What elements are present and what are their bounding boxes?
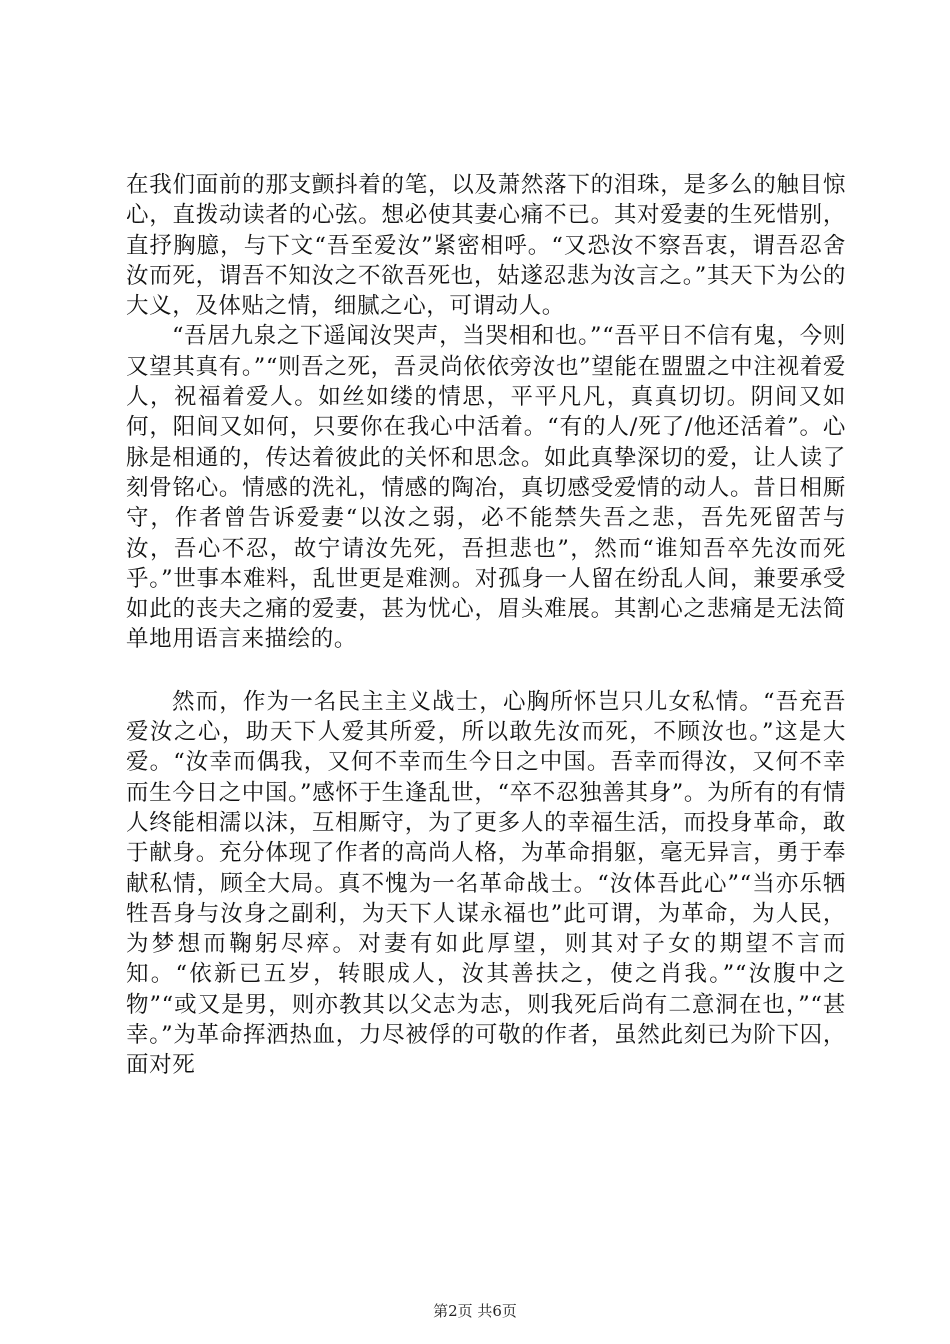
paragraph-jiuquan: “吾居九泉之下遥闻汝哭声，当哭相和也。”“吾平日不信有鬼，今则又望其真有。”“则吾之死，吾灵尚依依旁汝也”望能在盟盟之中注视着爱人，祝福着爱人。如丝如缕的情思，平平凡凡，真真切切。阴间又如何，阳间又如何，只要你在我心中活着。“有的人/死了/他还活着”。心脉是相通的，传达着彼此的关怀和思念。如此真挚深切的爱，让人读了刻骨铭心。情感的洗礼，情感的陶冶，真切感受爱情的动人。昔日相厮守，作者曾告诉爱妻“以汝之弱，必不能禁失吾之悲，吾先死留苦与汝，吾心不忍，故宁请汝先死，吾担悲也”，然而“谁知吾卒先汝而死乎。”世事本难料，乱世更是难测。对孤身一人留在纷乱人间，兼要承受如此的丧夫之痛的爱妻，甚为忧心，眉头难展。其割心之悲痛是无法简单地用语言来描绘的。: [126, 323, 846, 653]
paragraph-gap: [126, 655, 846, 687]
page-number-footer: 第2页 共6页: [433, 1302, 517, 1320]
document-body: [126, 170, 846, 1081]
paragraph-continued: 在我们面前的那支颤抖着的笔，以及萧然落下的泪珠，是多么的触目惊心，直拨动读者的心弦。想必使其妻心痛不已。其对爱妻的生死惜别，直抒胸臆，与下文“吾至爱汝”紧密相呼。“又恐汝不察吾衷，谓吾忍舍汝而死，谓吾不知汝之不欲吾死也，姑遂忍悲为汝言之。”其天下为公的大义，及体贴之情，细腻之心，可谓动人。: [126, 172, 846, 320]
paragraph-revolution: 然而，作为一名民主主义战士，心胸所怀岂只儿女私情。“吾充吾爱汝之心，助天下人爱其所爱，所以敢先汝而死，不顾汝也。”这是大爱。“汝幸而偶我，又何不幸而生今日之中国。吾幸而得汝，又何不幸而生今日之中国。”感怀于生逢乱世，“卒不忍独善其身”。为所有的有情人终能相濡以沫，互相厮守，为了更多人的幸福生活，而投身革命，敢于献身。充分体现了作者的高尚人格，为革命捐躯，毫无异言，勇于奉献私情，顾全大局。真不愧为一名革命战士。“汝体吾此心”“当亦乐牺牲吾身与汝身之副利，为天下人谋永福也”此可谓，为革命，为人民，为梦想而鞠躬尽瘁。对妻有如此厚望，则其对子女的期望不言而知。“依新已五岁，转眼成人，汝其善扶之，使之肖我。”“汝腹中之物”“或又是男，则亦教其以父志为志，则我死后尚有二意洞在也，”“甚幸。”为革命挥洒热血，力尽被俘的可敬的作者，虽然此刻已为阶下囚，面对死: [126, 688, 846, 1079]
